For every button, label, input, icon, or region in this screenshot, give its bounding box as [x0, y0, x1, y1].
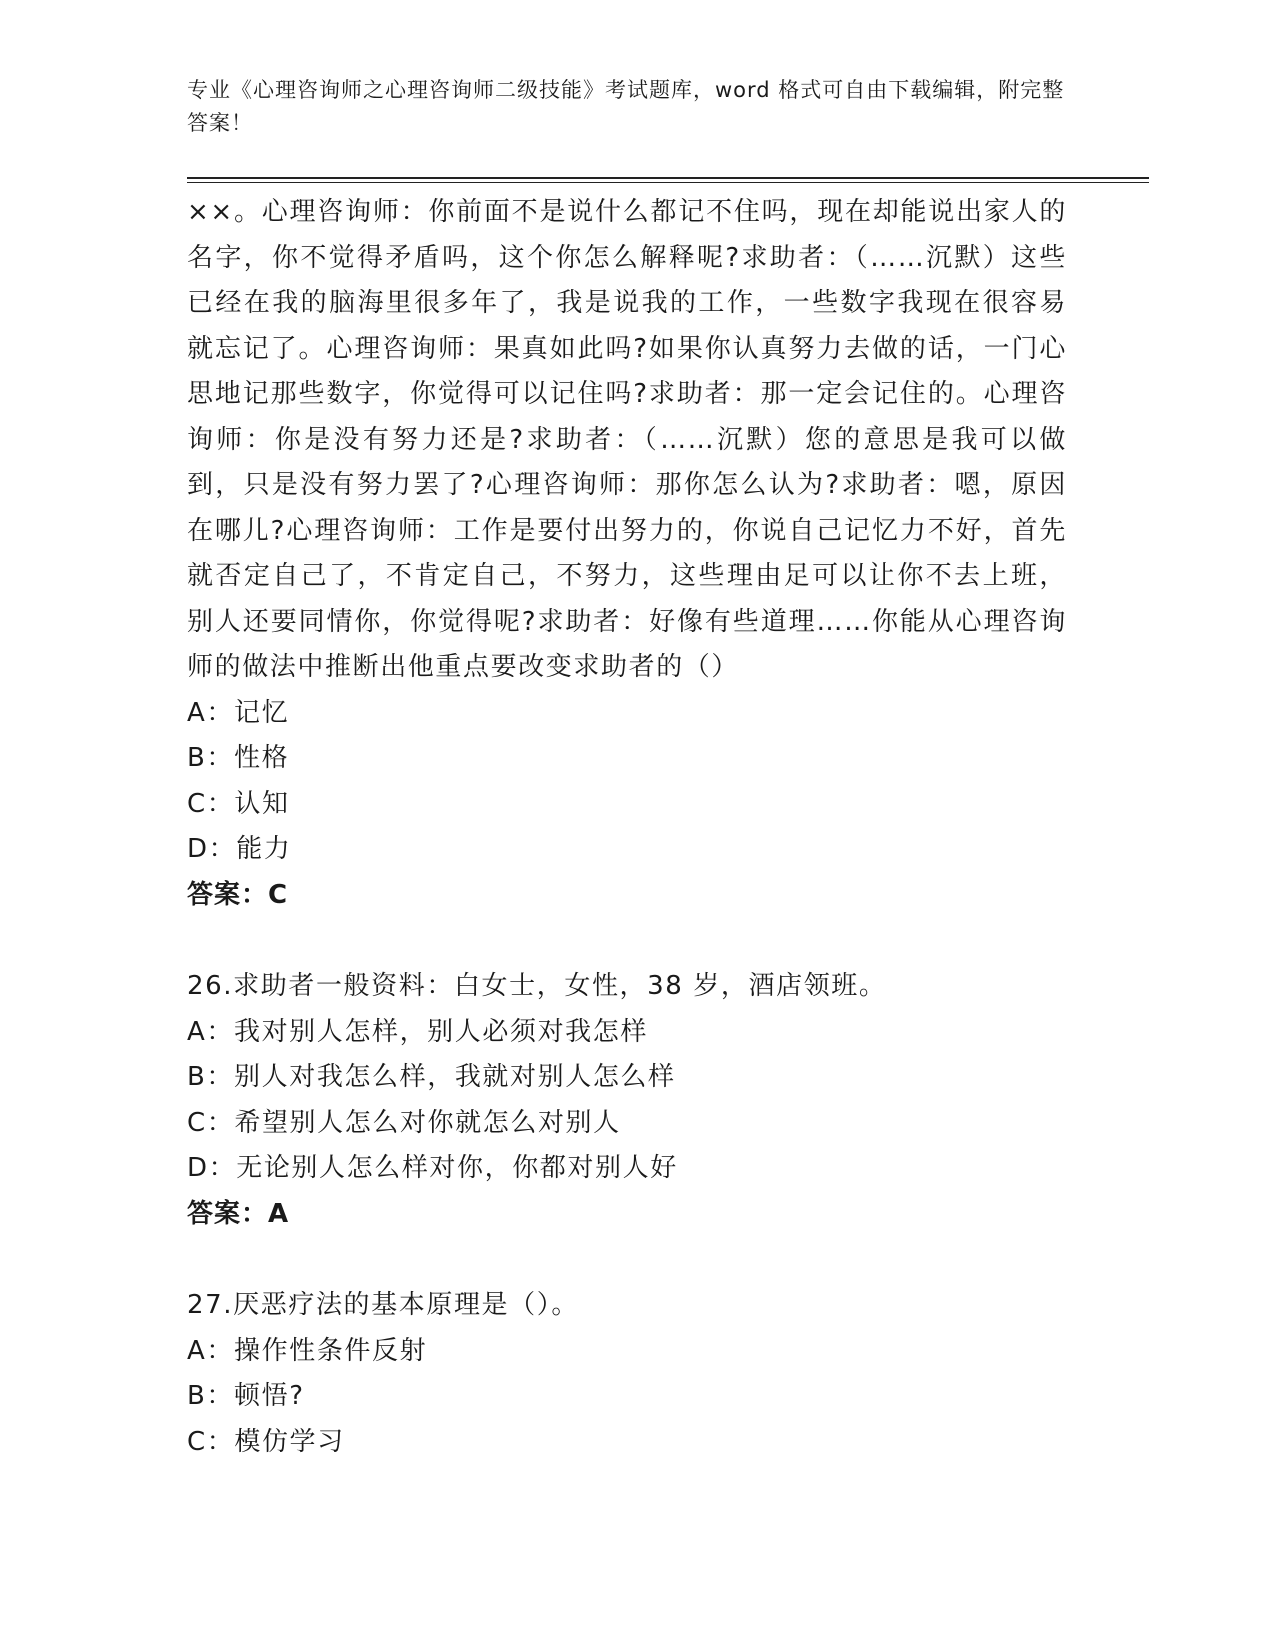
option-c: C：认知	[187, 788, 290, 819]
document-body	[187, 190, 1067, 1465]
question-25	[187, 190, 1067, 918]
question-text: 26.求助者一般资料：白女士，女性，38 岁，酒店领班。	[187, 971, 887, 1001]
question-text: 27.厌恶疗法的基本原理是（）。	[187, 1290, 579, 1320]
answer: 答案：C	[187, 879, 289, 910]
option-a: A：记忆	[187, 697, 290, 728]
answer: 答案：A	[187, 1198, 290, 1229]
option-b: B：别人对我怎么样，我就对别人怎么样	[187, 1062, 676, 1092]
spacer	[187, 918, 1067, 964]
option-d: D：能力	[187, 834, 292, 864]
option-d: D：无论别人怎么样对你，你都对别人好	[187, 1153, 678, 1183]
option-c: C：希望别人怎么对你就怎么对别人	[187, 1107, 621, 1138]
option-a: A：操作性条件反射	[187, 1335, 428, 1366]
header-rule-thin	[187, 182, 1149, 183]
option-b: B：顿悟?	[187, 1381, 305, 1411]
header-rule-thick	[187, 177, 1149, 179]
option-b: B：性格	[187, 743, 290, 773]
option-a: A：我对别人怎样，别人必须对我怎样	[187, 1016, 648, 1047]
option-c: C：模仿学习	[187, 1426, 345, 1457]
question-27	[187, 1283, 1067, 1465]
spacer	[187, 1237, 1067, 1283]
question-text: ××。心理咨询师：你前面不是说什么都记不住吗，现在却能说出家人的名字，你不觉得矛盾吗，这个你怎么解释呢?求助者：（……沉默）这些已经在我的脑海里很多年了，我是说我的工作，一些数字我现在很容易就忘记了。心理咨询师：果真如此吗?如果你认真努力去做的话，一门心思地记那些数字，你觉得可以记住吗?求助者：那一定会记住的。心理咨询师：你是没有努力还是?求助者：（……沉默）您的意思是我可以做到，只是没有努力罢了?心理咨询师：那你怎么认为?求助者：嗯，原因在哪儿?心理咨询师：工作是要付出努力的，你说自己记忆力不好，首先就否定自己了，不肯定自己，不努力，这些理由足可以让你不去上班，别人还要同情你，你觉得呢?求助者：好像有些道理……你能从心理咨询师的做法中推断出他重点要改变求助者的（）	[187, 197, 1067, 682]
question-26	[187, 964, 1067, 1237]
document-header: 专业《心理咨询师之心理咨询师二级技能》考试题库，word 格式可自由下载编辑，附完整答案！	[187, 78, 1065, 135]
